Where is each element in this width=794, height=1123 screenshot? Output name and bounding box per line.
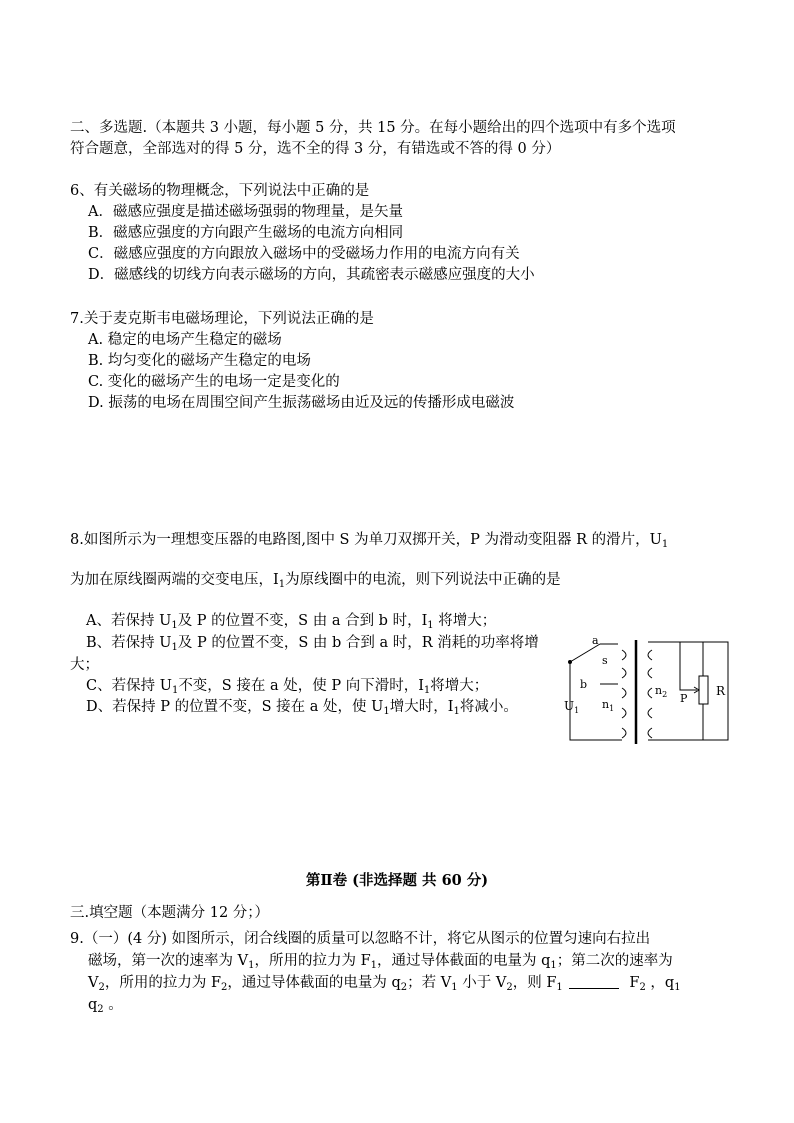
q7-option-c: C. 变化的磁场产生的电场一定是变化的 <box>88 374 340 390</box>
q8-option-b: B、若保持 $U_1$及 P 的位置不变，S 由 b 合到 a 时，R 消耗的功率将增 <box>86 635 539 653</box>
question-8-line2: 为加在原线圈两端的交变电压，$I_1$为原线圈中的电流，则下列说法中正确的是 <box>70 572 561 590</box>
label-n2: $n_2$ <box>655 684 668 699</box>
question-8-line1: 8.如图所示为一理想变压器的电路图,图中 S 为单刀双掷开关，P 为滑动变阻器 R 的滑片，$U_1$ <box>70 532 669 550</box>
q6-option-d: D．磁感线的切线方向表示磁场的方向，其疏密表示磁感应强度的大小 <box>88 267 535 283</box>
question-9-line4: $q_2$ 。 <box>88 997 123 1015</box>
label-u1: $U_1$ <box>564 699 580 715</box>
q8-option-b-cont: 大； <box>70 657 99 673</box>
q7-option-a: A. 稳定的电场产生稳定的磁场 <box>88 332 282 348</box>
section-header-line1: 二、多选题.（本题共 3 小题，每小题 5 分，共 15 分。在每小题给出的四个选项中有多个选项 <box>70 120 676 136</box>
q8-option-a: A、若保持 $U_1$及 P 的位置不变，S 由 a 合到 b 时，$I_1$ 将增大； <box>86 613 497 631</box>
label-b: b <box>580 678 588 691</box>
transformer-circuit-diagram <box>560 632 740 748</box>
q6-option-c: C．磁感应强度的方向跟放入磁场中的受磁场力作用的电流方向有关 <box>88 246 520 262</box>
label-p: P <box>680 692 688 705</box>
q6-option-a: A．磁感应强度是描述磁场强弱的物理量，是矢量 <box>88 204 403 220</box>
part-2-title: 第Ⅱ卷 (非选择题 共 60 分) <box>305 872 489 889</box>
q8-option-c: C、若保持 $U_1$不变，S 接在 a 处，使 P 向下滑时，$I_1$将增大； <box>86 678 489 696</box>
question-9-line1: 9.（一）(4 分) 如图所示，闭合线圈的质量可以忽略不计，将它从图示的位置匀速向右拉出 <box>70 931 651 947</box>
label-n1: $n_1$ <box>602 698 615 713</box>
question-9-line3: $V_2$，所用的拉力为 $F_2$，通过导体截面的电量为 $q_2$；若 $V_1$ 小于 $V_2$，则 $F_1$ $F_2$ ，$q_1$ <box>88 975 681 993</box>
q7-option-b: B. 均匀变化的磁场产生稳定的电场 <box>88 353 311 369</box>
section-header-line2: 符合题意，全部选对的得 5 分，选不全的得 3 分，有错选或不答的得 0 分） <box>70 141 561 157</box>
answer-blank-f[interactable] <box>569 974 619 989</box>
question-9-line2: 磁场，第一次的速率为 $V_1$，所用的拉力为 $F_1$，通过导体截面的电量为 $q_1$；第二次的速率为 <box>88 953 673 971</box>
label-s: s <box>602 654 608 667</box>
label-a: a <box>592 634 599 647</box>
q8-option-d: D、若保持 P 的位置不变，S 接在 a 处，使 $U_1$增大时，$I_1$将减小。 <box>86 699 518 717</box>
section-3-header: 三.填空题（本题满分 12 分；） <box>70 905 270 921</box>
label-r: R <box>716 684 726 698</box>
q6-option-b: B．磁感应强度的方向跟产生磁场的电流方向相同 <box>88 225 404 241</box>
q7-option-d: D. 振荡的电场在周围空间产生振荡磁场由近及远的传播形成电磁波 <box>88 395 515 411</box>
question-7-stem: 7.关于麦克斯韦电磁场理论，下列说法正确的是 <box>70 311 374 327</box>
question-6-stem: 6、有关磁场的物理概念，下列说法中正确的是 <box>70 183 370 199</box>
